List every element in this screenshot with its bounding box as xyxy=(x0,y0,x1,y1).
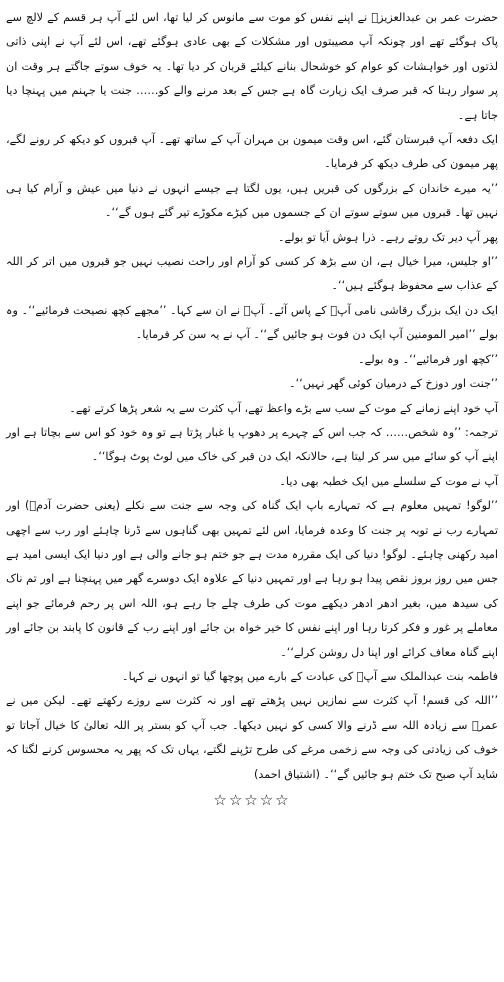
paragraph-sermon: ’’لوگو! تمہیں معلوم ہے کہ تمہارے باپ ایک گناہ کی وجہ سے جنت سے نکلے (یعنی حضرت آدمؑ) اور تمہارے رب نے توبہ پر جنت کا وعدہ فرمایا، اس لئے تمہیں بھی گناہوں سے ڈرنا چاہئے اور رب سے اچھی امید رکھنی چاہئے۔ لوگو! دنیا کی ایک مقررہ مدت ہے جو ختم ہو جانے والی ہے اور دنیا ایک ایسی امید ہے جس میں روز بروز نقص پیدا ہو رہا ہے اور تمہیں دنیا کے علاوہ ایک دوسرے گھر میں پہنچنا ہے اور تم ناک کی سیدھ میں، بغیر ادھر ادھر دیکھے موت کی طرف چلے جا رہے ہو، اللہ اس پر رحم فرمائے جو اپنے معاملے پر غور و فکر کرتا رہا اور اپنے نفس کا خیر خواہ بن جائے اور اپنے رب کے قانون کا پابند بن جائے اور اپنے گناہ معاف کرائے اور اپنا دل روشن کرلے‘‘۔ xyxy=(6,499,498,659)
paragraph-quote-ancestors: ’’یہ میرے خاندان کے بزرگوں کی قبریں ہیں، یوں لگتا ہے جیسے انہوں نے دنیا میں عیش و آرام کیا ہی نہیں تھا۔ قبروں میں سوتے سوتے ان کے جسموں میں کیڑے مکوڑے تیر گئے ہوں گے‘‘۔ xyxy=(6,181,498,220)
paragraph-poem-translation: ترجمہ: ’’وہ شخص…… کہ جب اس کے چہرے پر دھوپ یا غبار پڑتا ہے تو وہ خود کو اس سے بچاتا ہے اور اپنے آپ کو سائے میں سر کر لیتا ہے، حالانکہ ایک دن قبر کی خاک میں لوٹ پوٹ ہوگا‘‘۔ xyxy=(6,425,498,464)
paragraph-fatima: فاطمہ بنت عبدالملک سے آپؒ کی عبادت کے بارے میں پوچھا گیا تو انہوں نے کہا۔ xyxy=(122,669,498,683)
paragraph-sermon-intro: آپ نے موت کے سلسلے میں ایک خطبہ بھی دیا۔ xyxy=(279,474,498,488)
star-ornament: ☆☆☆☆☆ xyxy=(213,791,291,809)
paragraph-quote-more: ’’کچھ اور فرمائیے‘‘۔ وہ بولے۔ xyxy=(358,352,498,366)
paragraph-raqashi-visit: ایک دن ایک بزرگ رقاشی نامی آپؒ کے پاس آئے۔ آپؒ نے ان سے کہا۔ ’’مجھے کچھ نصیحت فرمائیے‘‘۔ وہ بولے ’’امیر المومنین آپ ایک دن فوت ہو جائیں گے‘‘۔ آپ نے یہ سن کر فرمایا۔ xyxy=(6,303,498,342)
paragraph-preacher: آپ خود اپنے زمانے کے موت کے سب سے بڑے واعظ تھے، آپ کثرت سے یہ شعر پڑھا کرتے تھے۔ xyxy=(69,401,498,415)
paragraph-quote-jalees: ’’او جلیس، میرا خیال ہے، ان سے بڑھ کر کسی کو آرام اور راحت نصیب نہیں جو قبروں میں اتر کر اللہ کے عذاب سے محفوظ ہوگئے ہیں‘‘۔ xyxy=(6,255,498,293)
paragraph-quote-paradise-hell: ’’جنت اور دوزخ کے درمیان کوئی گھر نہیں‘‘۔ xyxy=(289,377,498,391)
paragraph-intro: حضرت عمر بن عبدالعزیزؒ نے اپنے نفس کو موت سے مانوس کر لیا تھا، اس لئے آپ ہر قسم کے لالچ سے پاک ہوگئے تھے اور چونکہ آپ مصیبتوں اور مشکلات کے بھی عادی ہوگئے تھے، اس لئے آپ نے اپنی ذاتی لذتوں اور خواہشات کو عوام کو خوشحال بنانے کیلئے قربان کر دیا تھا۔ یہ خوف سوتے جاگتے ہر وقت ان پر سوار رہتا کہ قبر صرف ایک زیارت گاہ ہے جس کے بعد مرنے والے کو…… جنت یا جہنم میں پہنچا دیا جاتا ہے۔ xyxy=(6,11,498,122)
paragraph-weeping: پھر آپ دیر تک روتے رہے۔ ذرا ہوش آیا تو بولے۔ xyxy=(277,230,498,244)
paragraph-quote-fatima: ’’اللہ کی قسم! آپ کثرت سے نمازیں نہیں پڑھتے تھے اور نہ کثرت سے روزے رکھتے تھے۔ لیکن میں نے عمرؒ سے زیادہ اللہ سے ڈرنے والا کسی کو نہیں دیکھا۔ جب آپ کو بستر پر اللہ تعالیٰ کا خیال آجاتا تو خوف کی زیادتی کی وجہ سے زخمی مرغے کی طرح تڑپنے لگتے، یہاں تک کہ پھر یہ محسوس کرنے لگتا کہ شاید آپ صبح تک ختم ہو جائیں گے‘‘۔ (اشتیاق احمد) xyxy=(6,694,498,781)
paragraph-graveyard-visit: ایک دفعہ آپ قبرستان گئے، اس وقت میمون بن مہران آپ کے ساتھ تھے۔ آپ قبروں کو دیکھ کر رونے لگے، پھر میمون کی طرف دیکھ کر فرمایا۔ xyxy=(6,133,498,171)
